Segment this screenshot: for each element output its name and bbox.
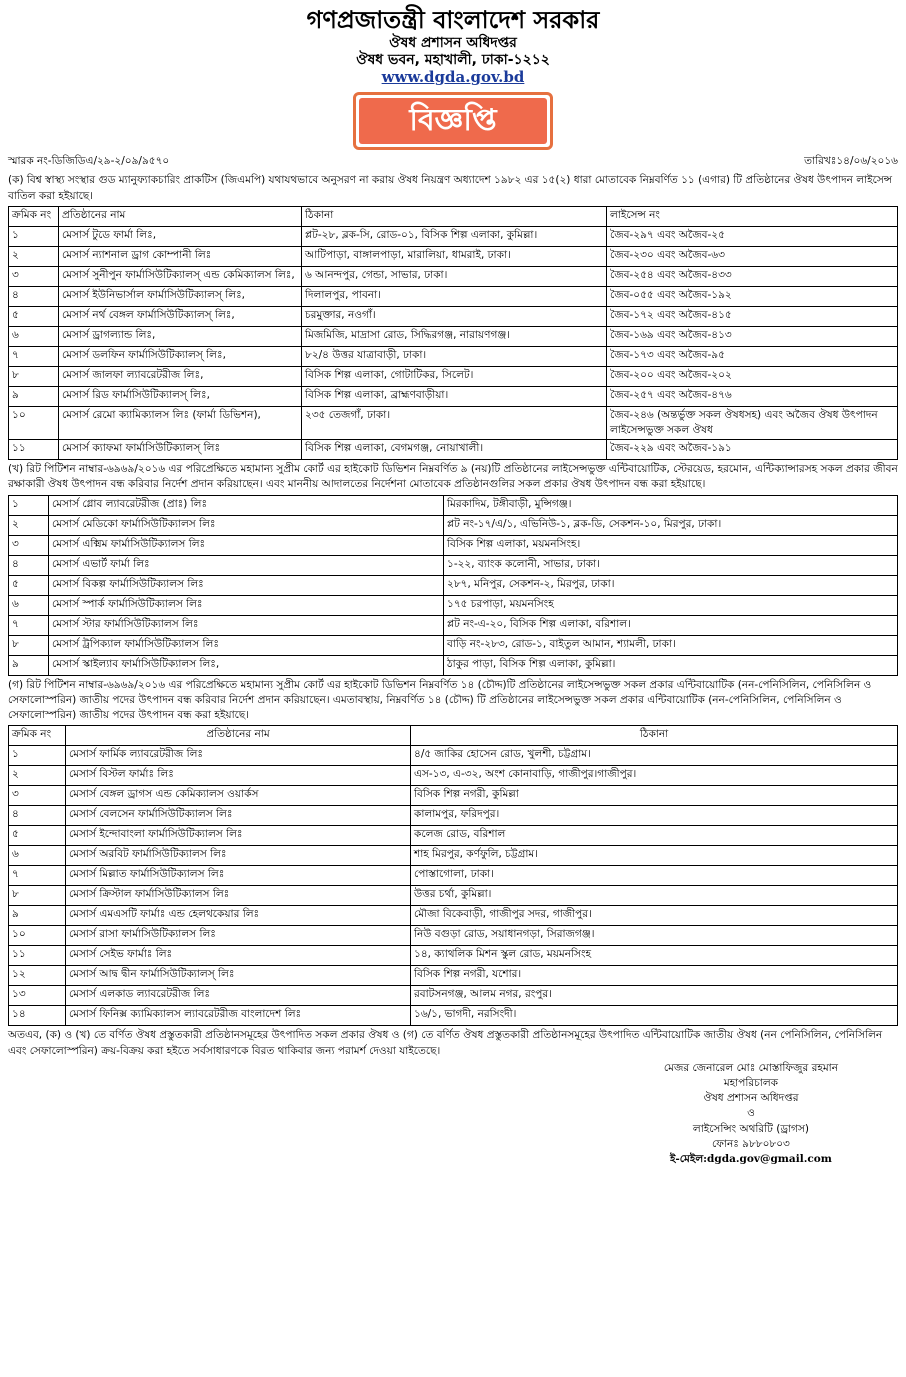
table-row xyxy=(9,535,898,555)
signatory-name: মেজর জেনারেল মোঃ মোস্তাফিজুর রহমান xyxy=(663,1061,838,1074)
table-cell: ১১ xyxy=(9,440,59,460)
section-kha-table xyxy=(8,495,898,676)
section-kha-text: (খ) রিট পিটিশন নাম্বার-৬৯৬৯/২০১৬ এর পরিপ্রেক্ষিতে মহামান্য সুপ্রীম কোর্ট এর হাইকোট ডিভিশন নিম্নবর্ণিত ৯ (নয়)টি প্রতিষ্ঠানের লাইসেন্সভুক্ত এন্টিবায়োটিক, স্টেরয়েড, হরমোন, এন্টিক্যান্সারসহ সকল প্রকার জীবন রক্ষাকারী ঔষধ উৎপাদন বন্ধ করিবার নির্দেশ প্রদান করিয়াছেন। এবং মাননীয় আদালতের নির্দেশনা মোতাবেক প্রতিষ্ঠানগুলির সকল প্রকার ঔষধ উৎপাদন বন্ধ করা হইয়াছে। xyxy=(8,463,898,491)
table-cell: বিসিক শিল্প নগরী, যশোর। xyxy=(411,966,898,986)
table-cell: ১৬/১, ভাগদী, নরসিংদী। xyxy=(411,1006,898,1026)
table-cell: মেসার্স বিকল্প ফার্মাসিউটিক্যালস লিঃ xyxy=(49,575,444,595)
table-cell: এস-১৩, এ-৩২, অংশ কোনাবাড়ি, গাজীপুর।গাজীপুর। xyxy=(411,766,898,786)
table-row xyxy=(9,926,898,946)
table-cell: বাড়ি নং-২৮৩, রোড-১, বাইতুল আমান, শ্যামলী, ঢাকা। xyxy=(444,635,898,655)
table-cell: ৭ xyxy=(9,346,59,366)
table-cell: জৈব-২৯৭ এবং অজৈব-২৫ xyxy=(607,226,898,246)
table-row xyxy=(9,326,898,346)
table-cell: প্লট-২৮, ব্লক-সি, রোড-০১, বিসিক শিল্প এলাকা, কুমিল্লা। xyxy=(302,226,607,246)
table-row xyxy=(9,595,898,615)
table-cell: নিউ বগুড়া রোড, সয়াধানগড়া, সিরাজগঞ্জ। xyxy=(411,926,898,946)
section-ka-text: (ক) বিশ্ব স্বাস্থ্য সংস্থার গুড ম্যানুফ্যাকচারিং প্রাকটিস (জিএমপি) যথাযথভাবে অনুসরণ না করায় ঔষধ নিয়ন্ত্রণ অধ্যাদেশ ১৯৮২ এর ১৫(২) ধারা মোতাবেক নিম্নবর্ণিত ১১ (এগার) টি প্রতিষ্ঠানের ঔষধ উৎপাদন লাইসেন্স বাতিল করা হইয়াছে। xyxy=(8,174,893,202)
table-row xyxy=(9,266,898,286)
table-cell: ৪/৫ জাকির হোসেন রোড, খুলশী, চট্টগ্রাম। xyxy=(411,746,898,766)
table-cell: ১৪ xyxy=(9,1006,66,1026)
table-cell: ৮২/৪ উত্তর যাত্রাবাড়ী, ঢাকা। xyxy=(302,346,607,366)
govt-title: গণপ্রজাতন্ত্রী বাংলাদেশ সরকার xyxy=(306,6,600,34)
table-cell: ১৭৫ চরপাড়া, ময়মনসিংহ xyxy=(444,595,898,615)
table-cell: ৭ xyxy=(9,866,66,886)
table-cell: মেসার্স ফিনিক্স ক্যামিক্যালস ল্যাবরেটরীজ বাংলাদেশ লিঃ xyxy=(66,1006,411,1026)
table-cell: মেসার্স বিস্টল ফার্মাঃ লিঃ xyxy=(66,766,411,786)
table-cell: মেসার্স এভার্ট ফার্মা লিঃ xyxy=(49,555,444,575)
table-row xyxy=(9,655,898,675)
table-cell: মেসার্স জালফা ল্যাবরেটরীজ লিঃ, xyxy=(59,366,302,386)
table-row xyxy=(9,946,898,966)
table-cell: জৈব-২২৯ এবং অজৈব-১৯১ xyxy=(607,440,898,460)
section-ga-table xyxy=(8,725,898,1026)
table-cell: বিসিক শিল্প এলাকা, ময়মনসিংহ। xyxy=(444,535,898,555)
table-cell: মেসার্স সুনীপুন ফার্মাসিউটিক্যালস্ এন্ড কেমিক্যালস লিঃ, xyxy=(59,266,302,286)
dept-address: ঔষধ ভবন, মহাখালী, ঢাকা-১২১২ xyxy=(356,51,550,68)
table-cell: পোস্তাগোলা, ঢাকা। xyxy=(411,866,898,886)
memo-number: স্মারক নং-ডিজিডিএ/২৯-২/০৯/৯৫৭০ xyxy=(8,155,170,168)
table-cell: জৈব-২৪৬ (অন্তর্ভুক্ত সকল ঔষধসহ) এবং অজৈব ঔষধ উৎপাদন লাইসেন্সভুক্ত সকল ঔষধ xyxy=(607,406,898,439)
table-row xyxy=(9,346,898,366)
table-row xyxy=(9,746,898,766)
table-row xyxy=(9,635,898,655)
header xyxy=(8,6,898,150)
table-cell: ২৩৫ তেজগাঁ, ঢাকা। xyxy=(302,406,607,439)
table-cell: বিসিক শিল্প এলাকা, গোটাটিকর, সিলেট। xyxy=(302,366,607,386)
table-row xyxy=(9,786,898,806)
table-row xyxy=(9,1006,898,1026)
table-row xyxy=(9,826,898,846)
table-row xyxy=(9,966,898,986)
table-row xyxy=(9,986,898,1006)
table-cell: মেসার্স ন্যাশনাল ড্রাগ কোম্পানী লিঃ xyxy=(59,246,302,266)
col-address: ঠিকানা xyxy=(411,726,898,746)
table-row xyxy=(9,286,898,306)
table-cell: ১২ xyxy=(9,966,66,986)
table-cell: মেসার্স মেডিকো ফার্মাসিউটিক্যালস লিঃ xyxy=(49,515,444,535)
table-cell: ৯ xyxy=(9,386,59,406)
col-serial: ক্রমিক নং xyxy=(9,206,59,226)
table-cell: মেসার্স স্পার্ক ফার্মাসিউটিক্যালস লিঃ xyxy=(49,595,444,615)
table-cell: মেসার্স গ্লোব ল্যাবরেটরীজ (প্রাঃ) লিঃ xyxy=(49,495,444,515)
table-row xyxy=(9,226,898,246)
reference-line xyxy=(8,154,898,171)
table-row xyxy=(9,866,898,886)
table-row xyxy=(9,766,898,786)
notice-page xyxy=(8,0,898,1167)
section-ga-text: (গ) রিট পিটিশন নাম্বার-৬৯৬৯/২০১৬ এর পরিপ্রেক্ষিতে মহামান্য সুপ্রীম কোর্ট এর হাইকোট ডিভিশন নিম্নবর্ণিত ১৪ (চৌদ্দ)টি প্রতিষ্ঠানের লাইসেন্সভুক্ত সকল প্রকার এন্টিবায়োটিক (নন-পেনিসিলিন, পেনিসিলিন ও সেফালোস্পরিন) জাতীয় পদের উৎপাদন বন্ধ করিবার নির্দেশ প্রদান করিয়াছেন। এমতাবস্থায়, নিম্নবর্ণিত ১৪ (চৌদ্দ) টি প্রতিষ্ঠানের লাইসেন্সভুক্ত সকল প্রকার এন্টিবায়োটিক (নন-পেনিসিলিন, পেনিসিলিন ও সেফালোস্পরিন) জাতীয় পদের উৎপাদন বন্ধ করা হইয়াছে। xyxy=(8,678,872,722)
section-ka-rows xyxy=(9,226,898,459)
table-cell: ১-২২, ব্যাংক কলোনী, সাভার, ঢাকা। xyxy=(444,555,898,575)
table-cell: ১ xyxy=(9,495,49,515)
table-cell: মেসার্স নর্থ বেঙ্গল ফার্মাসিউটিক্যালস্ লিঃ, xyxy=(59,306,302,326)
table-cell: মেসার্স আদ্ব দ্বীন ফার্মাসিউটিক্যালস্ লিঃ xyxy=(66,966,411,986)
table-cell: ৭ xyxy=(9,615,49,635)
table-cell: ৮ xyxy=(9,886,66,906)
table-row xyxy=(9,366,898,386)
table-row xyxy=(9,555,898,575)
table-cell: মিজমিজি, মাদ্রাসা রোড, সিদ্ধিরগঞ্জ, নারায়ণগঞ্জ। xyxy=(302,326,607,346)
table-cell: প্লট নং-এ-২০, বিসিক শিল্প এলাকা, বরিশাল। xyxy=(444,615,898,635)
table-cell: মেসার্স সেইভ ফার্মাঃ লিঃ xyxy=(66,946,411,966)
section-ga-rows xyxy=(9,746,898,1026)
notice-date: তারিখঃ১৪/০৬/২০১৬ xyxy=(804,155,898,168)
table-cell: জৈব-২০০ এবং অজৈব-২০২ xyxy=(607,366,898,386)
table-row xyxy=(9,306,898,326)
table-cell: মেসার্স ক্যাফমা ফার্মাসিউটিক্যালস্ লিঃ xyxy=(59,440,302,460)
table-cell: ১১ xyxy=(9,946,66,966)
table-cell: মেসার্স এমএসটি ফার্মাঃ এন্ড হেলথকেয়ার লিঃ xyxy=(66,906,411,926)
col-name: প্রতিষ্ঠানের নাম xyxy=(59,206,302,226)
table-row xyxy=(9,406,898,439)
table-cell: মেসার্স ট্রপিক্যাল ফার্মাসিউটিক্যালস লিঃ xyxy=(49,635,444,655)
table-cell: মেসার্স ড্রাগল্যান্ড লিঃ, xyxy=(59,326,302,346)
table-row xyxy=(9,906,898,926)
table-cell: মেসার্স এলকাড ল্যাবরেটরীজ লিঃ xyxy=(66,986,411,1006)
table-cell: ১০ xyxy=(9,926,66,946)
signatory-title: মহাপরিচালক xyxy=(723,1077,779,1090)
table-cell: ১ xyxy=(9,226,59,246)
table-cell: রবাটসনগঞ্জ, আলম নগর, রংপুর। xyxy=(411,986,898,1006)
signatory-phone: ফোনঃ ৯৮৮০৮০৩ xyxy=(711,1137,790,1150)
table-cell: ৪ xyxy=(9,806,66,826)
table-row xyxy=(9,806,898,826)
signature-block xyxy=(8,1061,898,1168)
table-cell: বিসিক শিল্প এলাকা, ব্রাহ্মণবাড়ীয়া। xyxy=(302,386,607,406)
table-cell: মেসার্স বেঙ্গল ড্রাগস এন্ড কেমিক্যালস ওয়ার্কস xyxy=(66,786,411,806)
table-cell: জৈব-০৫৫ এবং অজৈব-১৯২ xyxy=(607,286,898,306)
table-cell: আটিপাড়া, বাঙ্গালপাড়া, মারালিয়া, ধামরাই, ঢাকা। xyxy=(302,246,607,266)
table-row xyxy=(9,246,898,266)
table-cell: জৈব-১৬৯ এবং অজৈব-৪১৩ xyxy=(607,326,898,346)
table-cell: জৈব-১৭২ এবং অজৈব-৪১৫ xyxy=(607,306,898,326)
table-cell: ১৪, ক্যাথলিক মিশন স্কুল রোড, ময়মনসিংহ xyxy=(411,946,898,966)
closing-text: অতএব, (ক) ও (খ) তে বর্ণিত ঔষধ প্রস্তুতকারী প্রতিষ্ঠানসমূহের উৎপাদিত সকল প্রকার ঔষধ ও (গ) তে বর্ণিত ঔষধ প্রস্তুতকারী প্রতিষ্ঠানসমূহের উৎপাদিত এন্টিবায়োটিক জাতীয় ঔষধ (নন পেনিসিলিন, পেনিসিলিন এবং সেফালোস্পরিন) ক্রয়-বিক্রয় করা হইতে সর্বসাধারণকে বিরত থাকিবার জন্য পরামর্শ দেওয়া যাইতেছে। xyxy=(8,1029,883,1057)
table-cell: মেসার্স রাসা ফার্মাসিউটিক্যালস লিঃ xyxy=(66,926,411,946)
table-cell: মিরকাদিম, টঙ্গীবাড়ী, মুন্সিগঞ্জ। xyxy=(444,495,898,515)
table-header-row xyxy=(9,206,898,226)
table-cell: ১৩ xyxy=(9,986,66,1006)
table-row xyxy=(9,386,898,406)
table-cell: ৯ xyxy=(9,655,49,675)
table-cell: ৫ xyxy=(9,306,59,326)
table-cell: কলেজ রোড, বরিশাল xyxy=(411,826,898,846)
table-cell: ২ xyxy=(9,515,49,535)
table-cell: ৬ xyxy=(9,326,59,346)
table-cell: মেসার্স মিল্লাত ফার্মাসিউটিক্যালস লিঃ xyxy=(66,866,411,886)
col-address: ঠিকানা xyxy=(302,206,607,226)
table-cell: ১০ xyxy=(9,406,59,439)
table-cell: মেসার্স ইউনিভার্সাল ফার্মাসিউটিক্যালস্ লিঃ, xyxy=(59,286,302,306)
table-row xyxy=(9,495,898,515)
table-cell: মেসার্স ফার্মিক ল্যাবরেটরীজ লিঃ xyxy=(66,746,411,766)
table-cell: মেসার্স ইন্দোবাংলা ফার্মাসিউটিক্যালস লিঃ xyxy=(66,826,411,846)
table-row xyxy=(9,846,898,866)
table-cell: ৮ xyxy=(9,366,59,386)
table-cell: ১ xyxy=(9,746,66,766)
table-cell: জৈব-১৭৩ এবং অজৈব-৯৫ xyxy=(607,346,898,366)
table-cell: ৫ xyxy=(9,826,66,846)
table-cell: ৪ xyxy=(9,286,59,306)
table-cell: মেসার্স স্কাইল্যাব ফার্মাসিউটিক্যালস লিঃ, xyxy=(49,655,444,675)
table-cell: মেসার্স টুডে ফার্মা লিঃ, xyxy=(59,226,302,246)
table-row xyxy=(9,515,898,535)
notice-banner xyxy=(353,92,553,150)
table-cell: জৈব-২৫৪ এবং অজৈব-৪৩৩ xyxy=(607,266,898,286)
banner-text: বিজ্ঞপ্তি xyxy=(359,98,547,144)
website-link[interactable]: www.dgda.gov.bd xyxy=(381,68,525,87)
signatory-authority: লাইসেন্সিং অথরিটি (ড্রাগস) xyxy=(692,1122,809,1135)
signatory-email[interactable]: ই-মেইল:dgda.gov@gmail.com xyxy=(669,1153,832,1166)
table-cell: ৬ আনন্দপুর, গেন্ডা, সাভার, ঢাকা। xyxy=(302,266,607,286)
table-cell: জৈব-২৩০ এবং অজৈব-৬৩ xyxy=(607,246,898,266)
table-cell: ৮ xyxy=(9,635,49,655)
table-row xyxy=(9,440,898,460)
table-cell: উত্তর চর্থা, কুমিল্লা। xyxy=(411,886,898,906)
table-cell: মেসার্স অরবিট ফার্মাসিউটিক্যালস লিঃ xyxy=(66,846,411,866)
table-row xyxy=(9,886,898,906)
section-ka-table xyxy=(8,206,898,460)
table-cell: জৈব-২৫৭ এবং অজৈব-৪৭৬ xyxy=(607,386,898,406)
col-license: লাইসেন্স নং xyxy=(607,206,898,226)
table-cell: ৩ xyxy=(9,535,49,555)
table-cell: ২ xyxy=(9,246,59,266)
table-cell: মেসার্স বেলসেন ফার্মাসিউটিক্যালস লিঃ xyxy=(66,806,411,826)
signatory-and: ও xyxy=(747,1107,755,1120)
table-cell: ৩ xyxy=(9,266,59,286)
table-cell: ২ xyxy=(9,766,66,786)
table-row xyxy=(9,575,898,595)
table-cell: ৫ xyxy=(9,575,49,595)
table-cell: ৬ xyxy=(9,846,66,866)
section-kha-rows xyxy=(9,495,898,675)
table-cell: মেসার্স রিড ফার্মাসিউটিক্যালস্ লিঃ, xyxy=(59,386,302,406)
table-cell: চরমুক্তার, নওগাঁ। xyxy=(302,306,607,326)
table-row xyxy=(9,615,898,635)
table-cell: মেসার্স রেমো ক্যামিক্যালস লিঃ (ফার্মা ডিভিশন), xyxy=(59,406,302,439)
table-cell: মেসার্স এক্মিম ফার্মাসিউটিক্যালস লিঃ xyxy=(49,535,444,555)
dept-name: ঔষধ প্রশাসন অধিদপ্তর xyxy=(389,34,517,51)
col-serial: ক্রমিক নং xyxy=(9,726,66,746)
table-cell: মেসার্স স্টার ফার্মাসিউটিক্যালস লিঃ xyxy=(49,615,444,635)
table-cell: ৬ xyxy=(9,595,49,615)
table-cell: ৪ xyxy=(9,555,49,575)
table-cell: মেসার্স ডলফিন ফার্মাসিউটিক্যালস্ লিঃ, xyxy=(59,346,302,366)
table-cell: বিসিক শিল্প নগরী, কুমিল্লা xyxy=(411,786,898,806)
table-cell: দিলালপুর, পাবনা। xyxy=(302,286,607,306)
col-name: প্রতিষ্ঠানের নাম xyxy=(66,726,411,746)
table-cell: শাহ মিরপুর, কর্ণফুলি, চট্টগ্রাম। xyxy=(411,846,898,866)
table-header-row xyxy=(9,726,898,746)
table-cell: প্লট নং-১৭/এ/১, এভিনিউ-১, ব্লক-ডি, সেকশন-১০, মিরপুর, ঢাকা। xyxy=(444,515,898,535)
table-cell: ৩ xyxy=(9,786,66,806)
table-cell: ঠাকুর পাড়া, বিসিক শিল্প এলাকা, কুমিল্লা। xyxy=(444,655,898,675)
table-cell: বিসিক শিল্প এলাকা, বেগমগঞ্জ, নোয়াখালী। xyxy=(302,440,607,460)
signatory-dept: ঔষধ প্রশাসন অধিদপ্তর xyxy=(703,1092,799,1105)
table-cell: ৯ xyxy=(9,906,66,926)
table-cell: কালামপুর, ফরিদপুর। xyxy=(411,806,898,826)
table-cell: মৌজা বিকেবাড়ী, গাজীপুর সদর, গাজীপুর। xyxy=(411,906,898,926)
table-cell: মেসার্স ক্রিস্টাল ফার্মাসিউটিক্যালস লিঃ xyxy=(66,886,411,906)
table-cell: ২৮৭, মনিপুর, সেকশন-২, মিরপুর, ঢাকা। xyxy=(444,575,898,595)
